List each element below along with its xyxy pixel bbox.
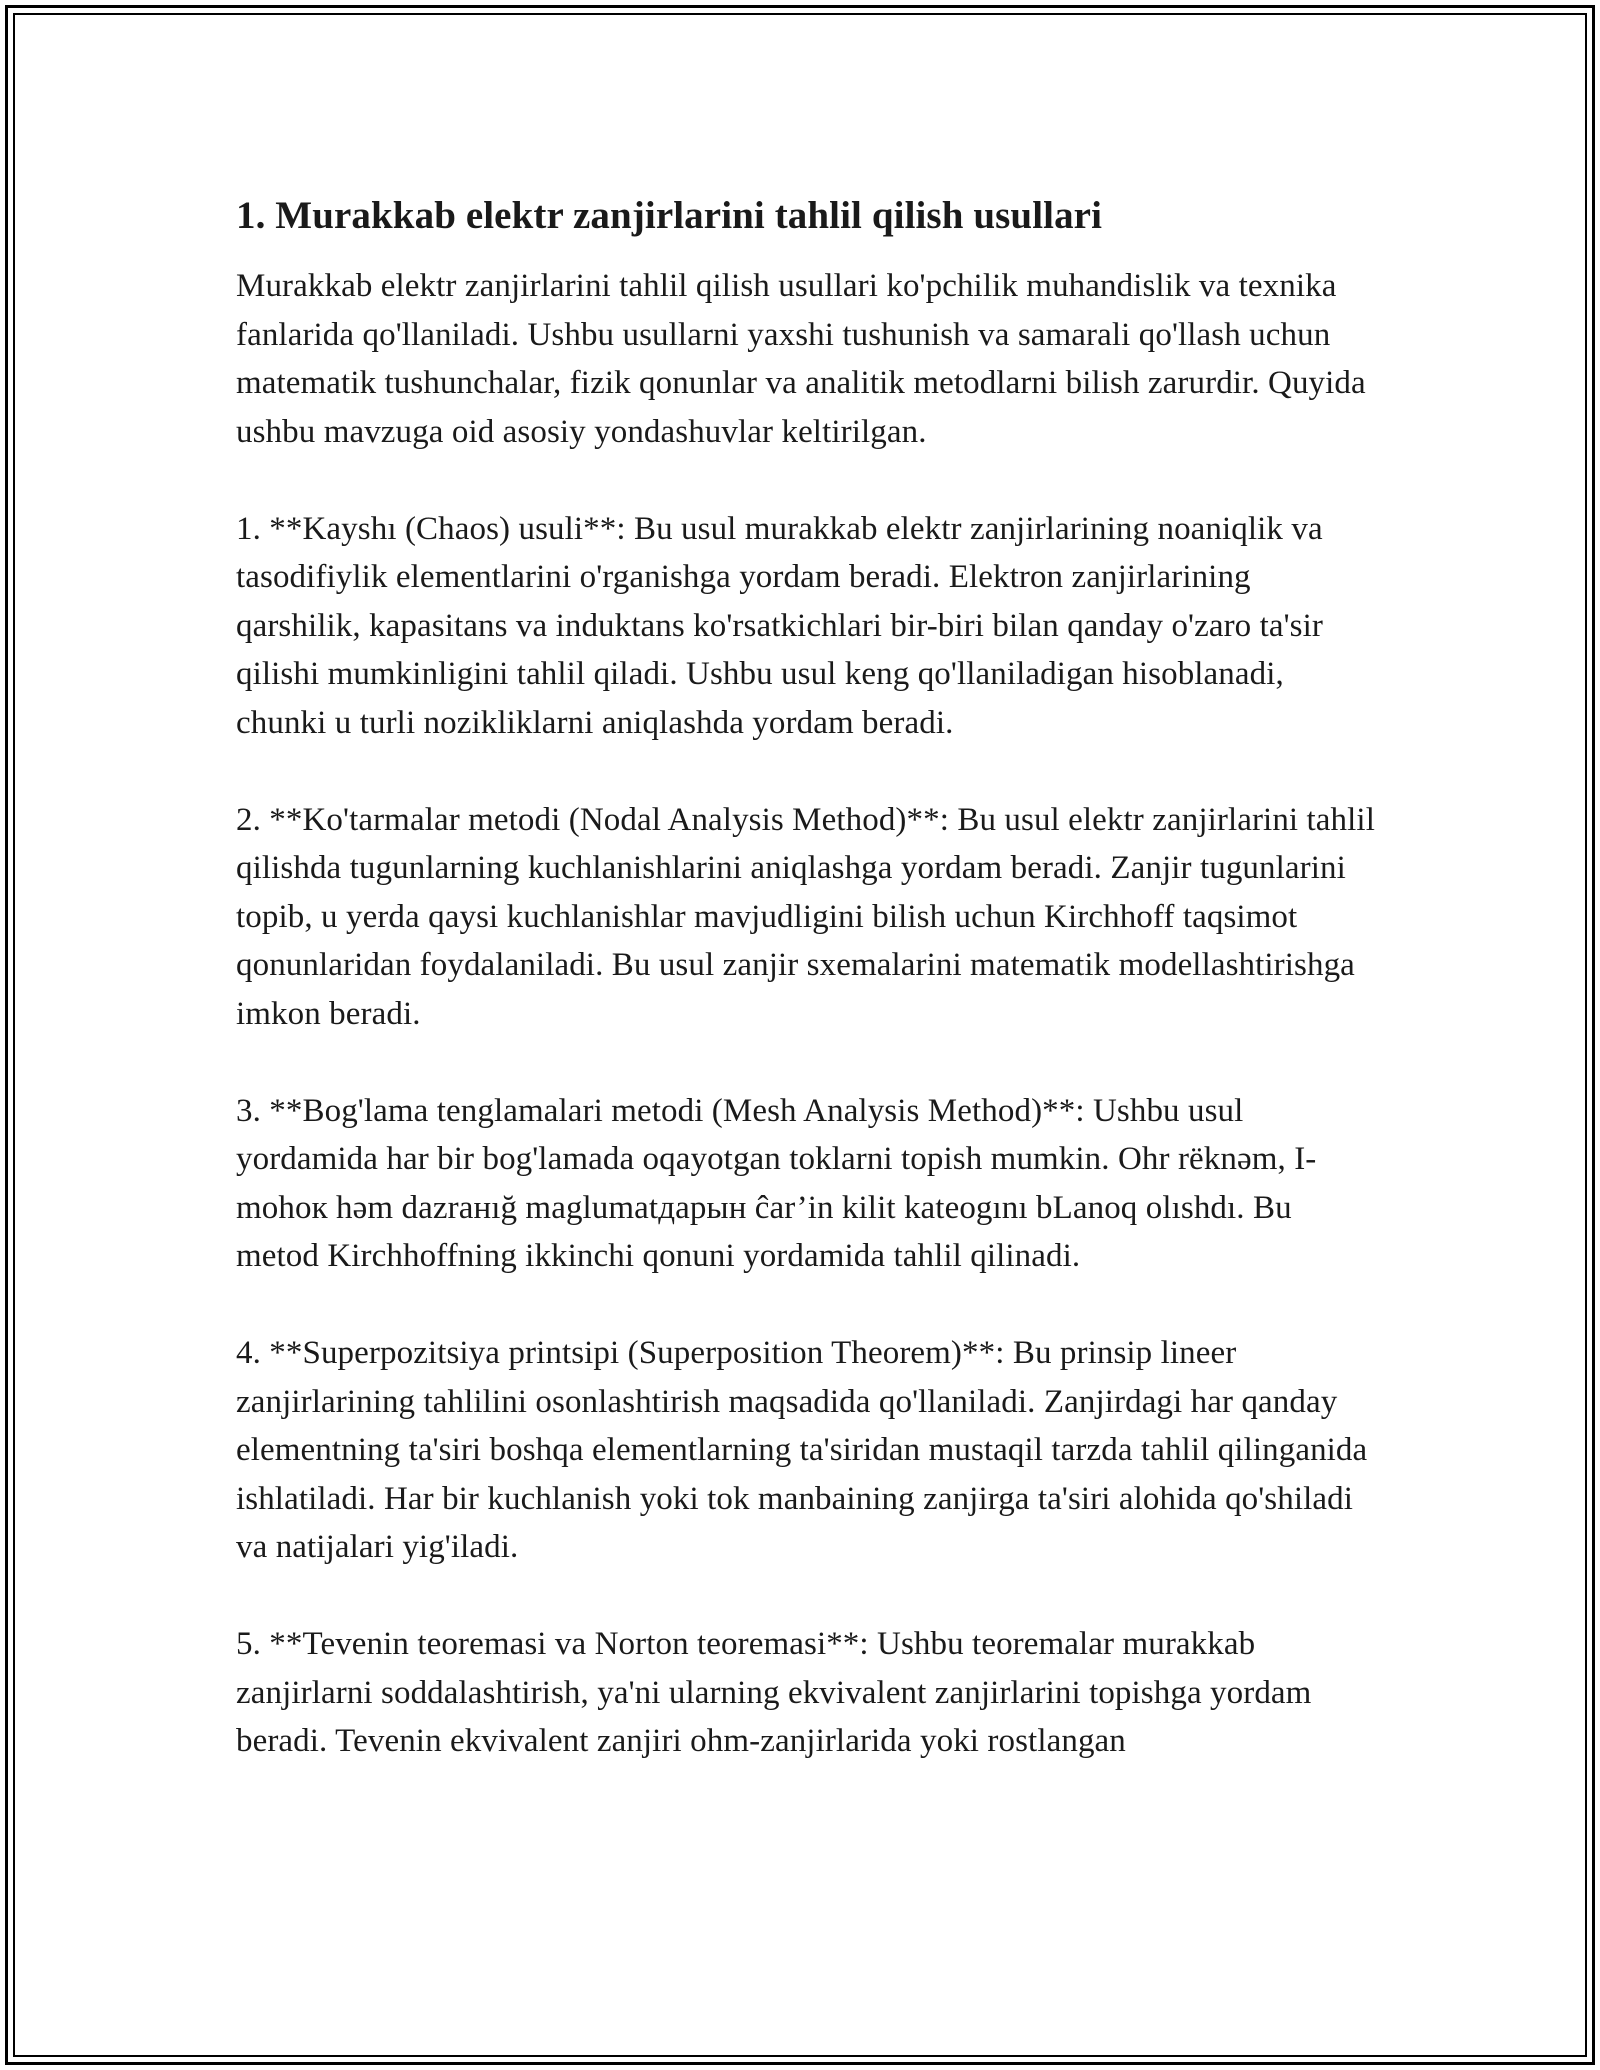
paragraph-item-4: 4. **Superpozitsiya printsipi (Superposition Theorem)**: Bu prinsip lineer zanjirlarining tahlilini osonlashtirish maqsadida qo'llaniladi. Zanjirdagi har qanday elementning ta'siri boshqa elementlarning ta'siridan mustaqil tarzda tahlil qilinganida ishlatiladi. Har bir kuchlanish yoki tok manbaining zanjirga ta'siri alohida qo'shiladi va natijalari yig'iladi.: [236, 1335, 1368, 1565]
paragraph-item-5: 5. **Tevenin teoremasi va Norton teoremasi**: Ushbu teoremalar murakkab zanjirlarni soddalashtirish, ya'ni ularning ekvivalent zanjirlarini topishga yordam beradi. Tevenin ekvivalent zanjiri ohm-zanjirlarida yoki rostlangan: [236, 1626, 1312, 1759]
paragraph-item-3: 3. **Bog'lama tenglamalari metodi (Mesh Analysis Method)**: Ushbu usul yordamida har bir bog'lamada oqayotgan toklarni topish mumkin. Ohr rëknəm, I-mohoк həm dazraнığ maglumatдарын ĉar’in kilit kateogını bLanoq olıshdı. Bu metod Kirchhoffning ikkinchi qonuni yordamida tahlil qilinadi.: [236, 1092, 1317, 1274]
intro-paragraph: Murakkab elektr zanjirlarini tahlil qilish usullari ko'pchilik muhandislik va texnika fanlarida qo'llaniladi. Ushbu usullarni yaxshi tushunish va samarali qo'llash uchun matematik tushunchalar, fizik qonunlar va analitik metodlarni bilish zarurdir. Quyida ushbu mavzuga oid asosiy yondashuvlar keltirilgan.: [236, 268, 1366, 450]
document-body: [236, 188, 1376, 1814]
paragraph-item-2: 2. **Ko'tarmalar metodi (Nodal Analysis Method)**: Bu usul elektr zanjirlarini tahlil qilishda tugunlarning kuchlanishlarini aniqlashga yordam beradi. Zanjir tugunlarini topib, u yerda qaysi kuchlanishlar mavjudligini bilish uchun Kirchhoff taqsimot qonunlaridan foydalaniladi. Bu usul zanjir sxemalarini matematik modellashtirishga imkon beradi.: [236, 801, 1375, 1032]
document-title: 1. Murakkab elektr zanjirlarini tahlil qilish usullari: [236, 194, 1103, 237]
paragraph-item-1: 1. **Kayshı (Chaos) usuli**: Bu usul murakkab elektr zanjirlarining noaniqlik va tasodifiylik elementlarini o'rganishga yordam beradi. Elektron zanjirlarining qarshilik, kapasitans va induktans ko'rsatkichlari bir-biri bilan qanday o'zaro ta'sir qilishi mumkinligini tahlil qiladi. Ushbu usul keng qo'llaniladigan hisoblanadi, chunki u turli nozikliklarni aniqlashda yordam beradi.: [236, 510, 1323, 741]
